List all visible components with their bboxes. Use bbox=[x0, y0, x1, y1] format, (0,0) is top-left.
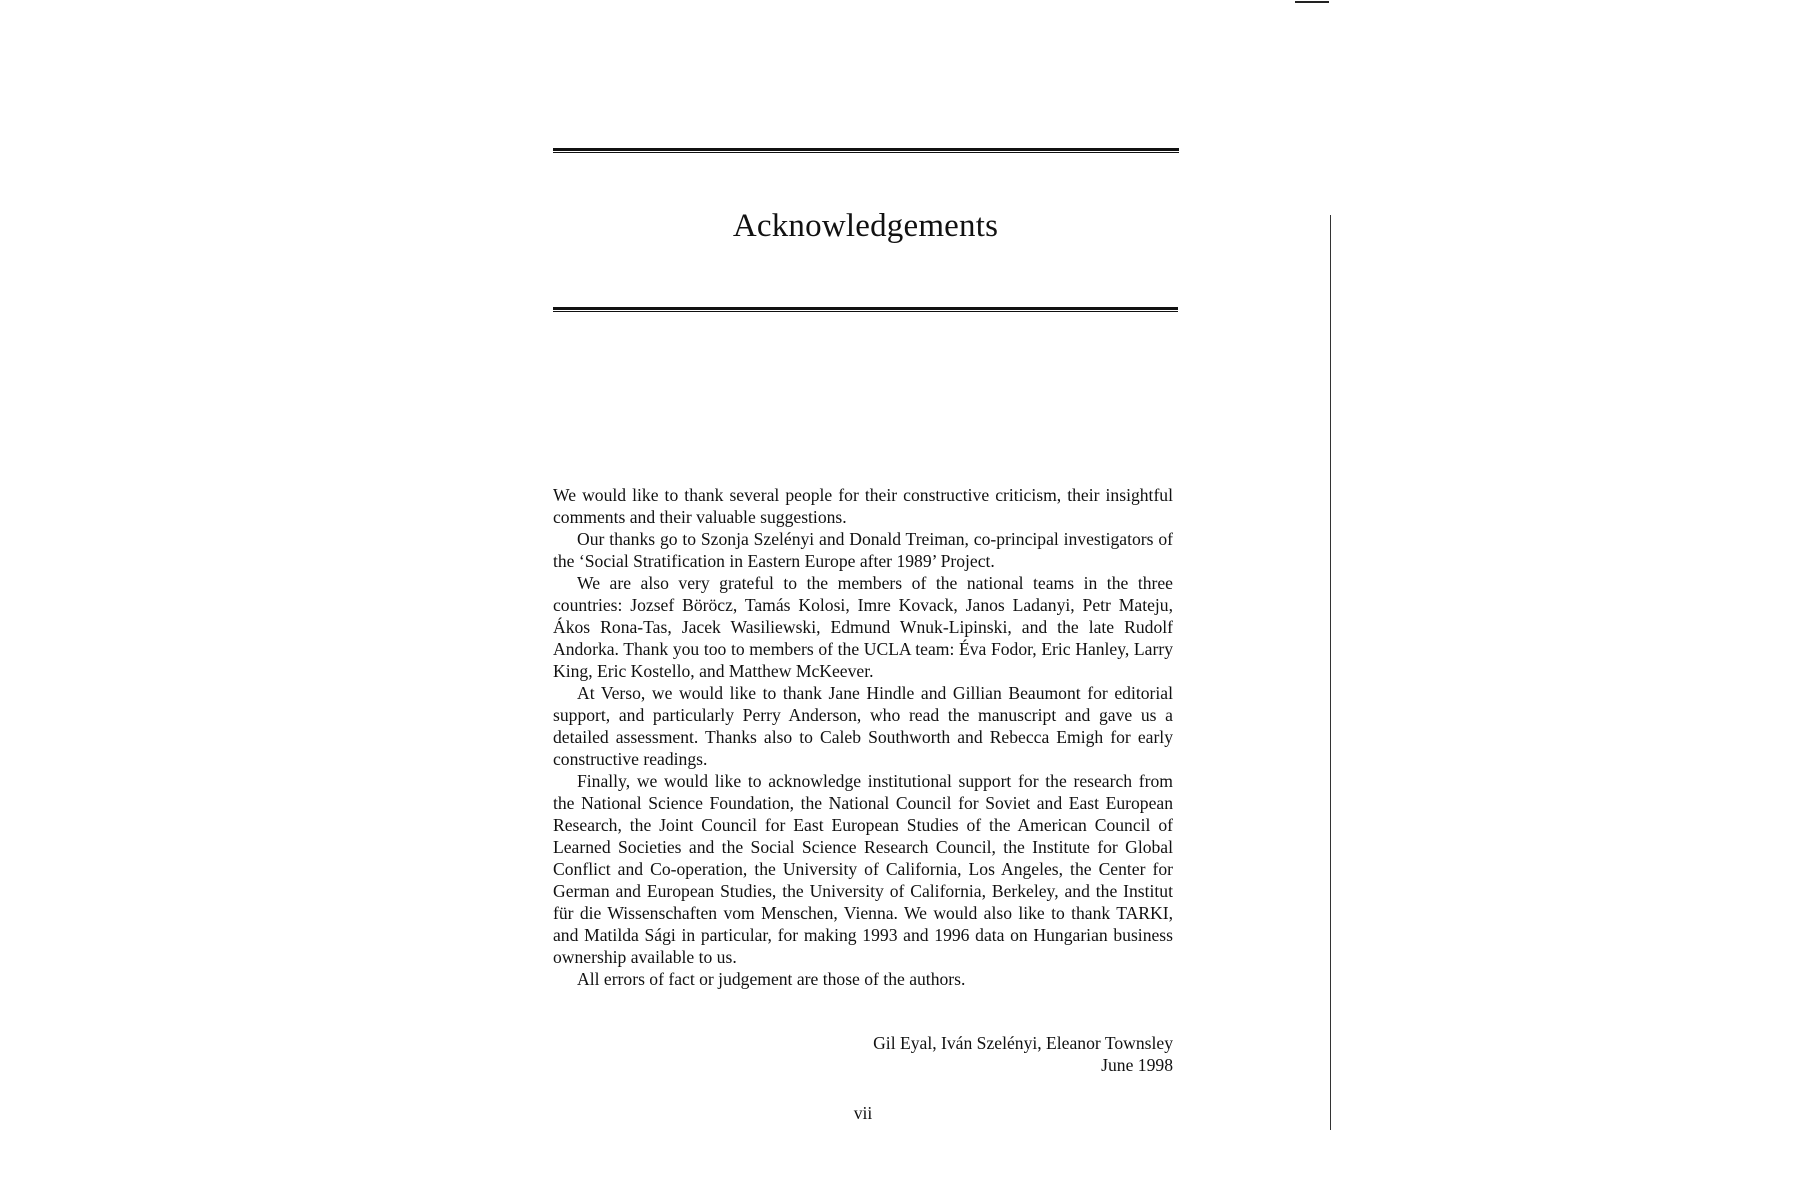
acknowledgements-body bbox=[553, 484, 1173, 990]
paragraph-4: At Verso, we would like to thank Jane Hindle and Gillian Beaumont for editorial support, and particularly Perry Anderson, who read the manuscript and gave us a detailed assessment. Thanks also to Caleb Southworth and Rebecca Emigh for early constructive readings. bbox=[553, 683, 1173, 769]
signature-date: June 1998 bbox=[1101, 1055, 1173, 1075]
paragraph-1: We would like to thank several people for their constructive criticism, their insightful comments and their valuable suggestions. bbox=[553, 485, 1173, 527]
signature-authors: Gil Eyal, Iván Szelényi, Eleanor Townsley bbox=[873, 1033, 1173, 1053]
scan-corner-mark bbox=[1295, 1, 1329, 3]
top-double-rule bbox=[553, 148, 1179, 153]
page-edge-line bbox=[1330, 215, 1331, 1130]
bottom-double-rule bbox=[553, 307, 1178, 312]
page-title: Acknowledgements bbox=[732, 208, 999, 244]
paragraph-3: We are also very grateful to the members of the national teams in the three countries: Jozsef Böröcz, Tamás Kolosi, Imre Kovack, Janos Ladanyi, Petr Mateju, Ákos Rona-Tas, Jacek Wasiliewski, Edmund Wnuk-Lipinski, and the late Rudolf Andorka. Thank you too to members of the UCLA team: Éva Fodor, Eric Hanley, Larry King, Eric Kostello, and Matthew McKeever. bbox=[553, 573, 1173, 681]
signature-block bbox=[553, 1032, 1173, 1076]
paragraph-5: Finally, we would like to acknowledge institutional support for the research from the National Science Foundation, the National Council for Soviet and East European Research, the Joint Council for East European Studies of the American Council of Learned Societies and the Social Science Research Council, the Institute for Global Conflict and Co-operation, the University of California, Los Angeles, the Center for German and European Studies, the University of California, Berkeley, and the Institut für die Wissenschaften vom Menschen, Vienna. We would also like to thank TARKI, and Matilda Sági in particular, for making 1993 and 1996 data on Hungarian business ownership available to us. bbox=[553, 771, 1173, 967]
paragraph-6: All errors of fact or judgement are those of the authors. bbox=[577, 969, 966, 989]
paragraph-2: Our thanks go to Szonja Szelényi and Donald Treiman, co-principal investigators of the ‘Social Stratification in Eastern Europe after 1989’ Project. bbox=[553, 529, 1173, 571]
page-number: vii bbox=[853, 1103, 873, 1123]
